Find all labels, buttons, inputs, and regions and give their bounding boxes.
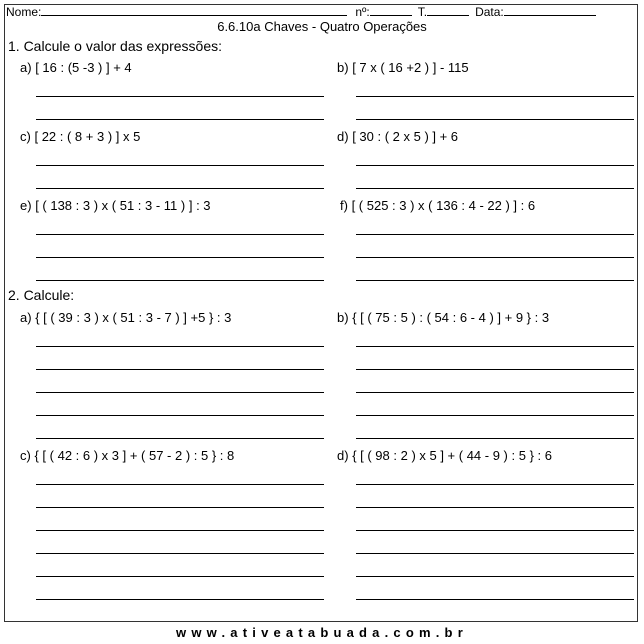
answer-line[interactable]	[356, 576, 634, 577]
answer-line[interactable]	[356, 188, 634, 189]
exercise-1e	[20, 198, 211, 214]
name-field[interactable]	[41, 4, 347, 16]
answer-line[interactable]	[356, 415, 634, 416]
name-label: Nome:	[6, 5, 42, 19]
exercise-1b	[337, 60, 469, 76]
exercise-expression: [ ( 138 : 3 ) x ( 51 : 3 - 11 ) ] : 3	[35, 198, 211, 213]
answer-line[interactable]	[356, 119, 634, 120]
exercise-label: c)	[20, 129, 31, 144]
exercise-expression: { [ ( 39 : 3 ) x ( 51 : 3 - 7 ) ] +5 } : 3	[35, 310, 232, 325]
answer-line[interactable]	[356, 234, 634, 235]
answer-line[interactable]	[356, 484, 634, 485]
exercise-label: b)	[337, 310, 349, 325]
answer-line[interactable]	[356, 507, 634, 508]
exercise-1c	[20, 129, 140, 145]
answer-line[interactable]	[36, 530, 324, 531]
exercise-expression: [ 22 : ( 8 + 3 ) ] x 5	[34, 129, 141, 144]
answer-line[interactable]	[36, 415, 324, 416]
answer-line[interactable]	[36, 257, 324, 258]
answer-line[interactable]	[36, 346, 324, 347]
site-url-footer: www.ativeatabuada.com.br	[176, 625, 468, 640]
exercise-label: a)	[20, 60, 32, 75]
answer-line[interactable]	[356, 392, 634, 393]
worksheet-title: 6.6.10a Chaves - Quatro Operações	[217, 19, 427, 34]
exercise-1f	[340, 198, 535, 214]
number-field[interactable]	[370, 4, 412, 16]
exercise-expression: [ 7 x ( 16 +2 ) ] - 115	[352, 60, 469, 75]
exercise-label: c)	[20, 448, 31, 463]
exercise-expression: [ 16 : (5 -3 ) ] + 4	[35, 60, 132, 75]
answer-line[interactable]	[356, 369, 634, 370]
exercise-expression: [ ( 525 : 3 ) x ( 136 : 4 - 22 ) ] : 6	[351, 198, 536, 213]
answer-line[interactable]	[356, 96, 634, 97]
answer-line[interactable]	[36, 507, 324, 508]
exercise-expression: { [ ( 42 : 6 ) x 3 ] + ( 57 - 2 ) : 5 } : 8	[34, 448, 235, 463]
student-info-header	[6, 4, 636, 18]
answer-line[interactable]	[36, 234, 324, 235]
answer-line[interactable]	[36, 576, 324, 577]
answer-line[interactable]	[356, 553, 634, 554]
answer-line[interactable]	[36, 484, 324, 485]
answer-line[interactable]	[36, 188, 324, 189]
exercise-2d	[337, 448, 552, 464]
answer-line[interactable]	[36, 369, 324, 370]
exercise-2c	[20, 448, 234, 464]
exercise-expression: { [ ( 75 : 5 ) : ( 54 : 6 - 4 ) ] + 9 } : 3	[352, 310, 550, 325]
answer-line[interactable]	[36, 438, 324, 439]
answer-line[interactable]	[356, 257, 634, 258]
date-label: Data:	[475, 5, 504, 19]
exercise-1a	[20, 60, 132, 76]
answer-line[interactable]	[356, 280, 634, 281]
date-field[interactable]	[504, 4, 596, 16]
answer-line[interactable]	[36, 553, 324, 554]
section-1-heading: 1. Calcule o valor das expressões:	[8, 38, 222, 54]
answer-line[interactable]	[356, 530, 634, 531]
exercise-expression: [ 30 : ( 2 x 5 ) ] + 6	[352, 129, 459, 144]
exercise-label: e)	[20, 198, 32, 213]
exercise-1d	[337, 129, 458, 145]
answer-line[interactable]	[36, 392, 324, 393]
answer-line[interactable]	[356, 346, 634, 347]
number-label: nº:	[355, 5, 370, 19]
answer-line[interactable]	[36, 119, 324, 120]
exercise-2a	[20, 310, 231, 326]
exercise-label: d)	[337, 448, 349, 463]
exercise-label: a)	[20, 310, 32, 325]
answer-line[interactable]	[356, 438, 634, 439]
answer-line[interactable]	[36, 599, 324, 600]
answer-line[interactable]	[36, 165, 324, 166]
answer-line[interactable]	[36, 96, 324, 97]
exercise-label: b)	[337, 60, 349, 75]
exercise-2b	[337, 310, 549, 326]
answer-line[interactable]	[356, 165, 634, 166]
exercise-expression: { [ ( 98 : 2 ) x 5 ] + ( 44 - 9 ) : 5 } : 6	[352, 448, 552, 463]
class-label: T.	[417, 5, 428, 19]
section-2-heading: 2. Calcule:	[8, 287, 75, 303]
exercise-label: d)	[337, 129, 349, 144]
answer-line[interactable]	[36, 280, 324, 281]
exercise-label: f)	[340, 198, 348, 213]
answer-line[interactable]	[356, 599, 634, 600]
class-field[interactable]	[427, 4, 469, 16]
